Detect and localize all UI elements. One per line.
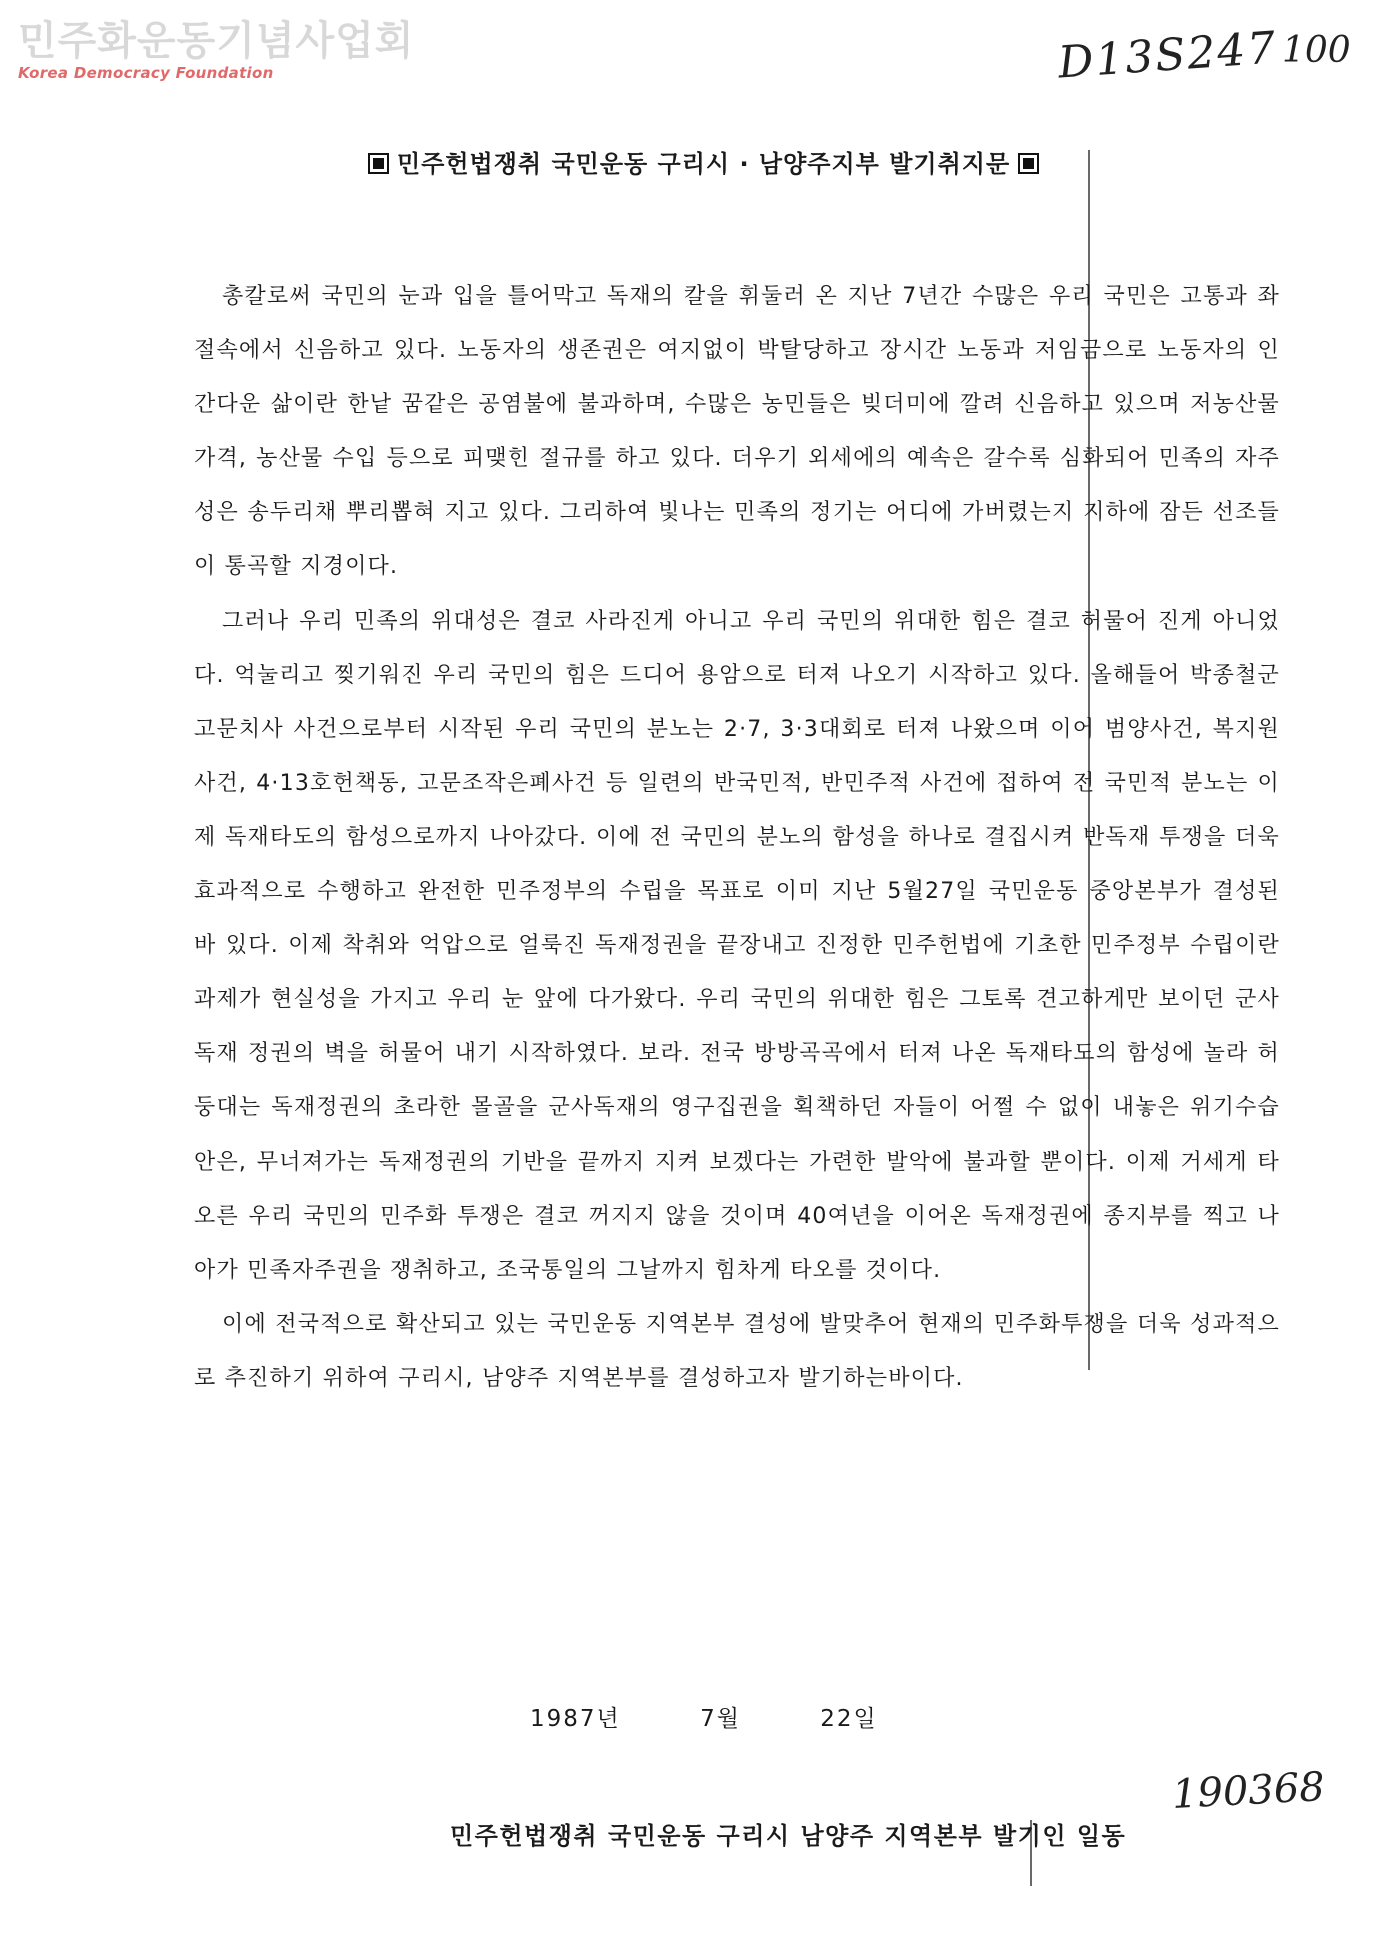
watermark xyxy=(18,18,414,82)
date-year: 1987년 xyxy=(530,1706,621,1732)
paragraph: 이에 전국적으로 확산되고 있는 국민운동 지역본부 결성에 발맞추어 현재의 민주화투쟁을 더욱 성과적으로 추진하기 위하여 구리시, 남양주 지역본부를 결성하고자 발기하는바이다. xyxy=(194,1311,1280,1391)
document-date xyxy=(530,1700,990,1733)
watermark-english: Korea Democracy Foundation xyxy=(18,64,274,82)
title-text: 민주헌법쟁취 국민운동 구리시 · 남양주지부 발기취지문 xyxy=(397,150,1011,178)
date-day: 22일 xyxy=(820,1706,878,1732)
date-month: 7월 xyxy=(700,1706,741,1732)
signature-line: 민주헌법쟁취 국민운동 구리시 남양주 지역본부 발기인 일동 xyxy=(450,1822,1127,1850)
paragraph: 그러나 우리 민족의 위대성은 결코 사라진게 아니고 우리 국민의 위대한 힘은 결코 허물어 진게 아니었다. 억눌리고 찢기워진 우리 국민의 힘은 드디어 용암으로 터져 나오기 시작하고 있다. 올해들어 박종철군 고문치사 사건으로부터 시작된 우리 국민의 분노는 2·7, 3·3대회로 터져 나왔으며 이어 범양사건, 복지원 사건, 4·13호헌책동, 고문조작은폐사건 등 일련의 반국민적, 반민주적 사건에 접하여 전 국민적 분노는 이제 독재타도의 함성으로까지 나아갔다. 이에 전 국민의 분노의 함성을 하나로 결집시켜 반독재 투쟁을 더욱 효과적으로 수행하고 완전한 민주정부의 수립을 목표로 이미 지난 5월27일 국민운동 중앙본부가 결성된 바 있다. 이제 착취와 억압으로 얼룩진 독재정권을 끝장내고 진정한 민주헌법에 기초한 민주정부 수립이란 과제가 현실성을 가지고 우리 눈 앞에 다가왔다. 우리 국민의 위대한 힘은 그토록 견고하게만 보이던 군사독재 정권의 벽을 허물어 내기 시작하였다. 보라. 전국 방방곡곡에서 터져 나온 독재타도의 함성에 놀라 허둥대는 독재정권의 초라한 몰골을 군사독재의 영구집권을 획책하던 자들이 어쩔 수 없이 내놓은 위기수습안은, 무너져가는 독재정권의 기반을 끝까지 지켜 보겠다는 가련한 발악에 불과할 뿐이다. 이제 거세게 타오른 우리 국민의 민주화 투쟁은 결코 꺼지지 않을 것이며 40여년을 이어온 독재정권에 종지부를 찍고 나아가 민족자주권을 쟁취하고, 조국통일의 그날까지 힘차게 타오를 것이다. xyxy=(194,608,1280,1283)
filled-square-icon xyxy=(1018,153,1039,174)
document-body xyxy=(194,270,1280,1406)
paragraph: 총칼로써 국민의 눈과 입을 틀어막고 독재의 칼을 휘둘러 온 지난 7년간 수많은 우리 국민은 고통과 좌절속에서 신음하고 있다. 노동자의 생존권은 여지없이 박탈당하고 장시간 노동과 저임금으로 노동자의 인간다운 삶이란 한낱 꿈같은 공염불에 불과하며, 수많은 농민들은 빚더미에 깔려 신음하고 있으며 저농산물 가격, 농산물 수입 등으로 피맺힌 절규를 하고 있다. 더우기 외세에의 예속은 갈수록 심화되어 민족의 자주성은 송두리채 뿌리뽑혀 지고 있다. 그리하여 빛나는 민족의 정기는 어디에 가버렸는지 지하에 잠든 선조들이 통곡할 지경이다. xyxy=(194,284,1280,580)
archive-number: D13S247 xyxy=(1056,22,1279,89)
filled-square-icon xyxy=(368,153,389,174)
watermark-korean: 민주화운동기념사업회 xyxy=(18,18,415,64)
document-title xyxy=(360,144,1120,179)
handwritten-number: 190368 xyxy=(1170,1764,1326,1818)
page-count: 100 xyxy=(1282,30,1351,71)
